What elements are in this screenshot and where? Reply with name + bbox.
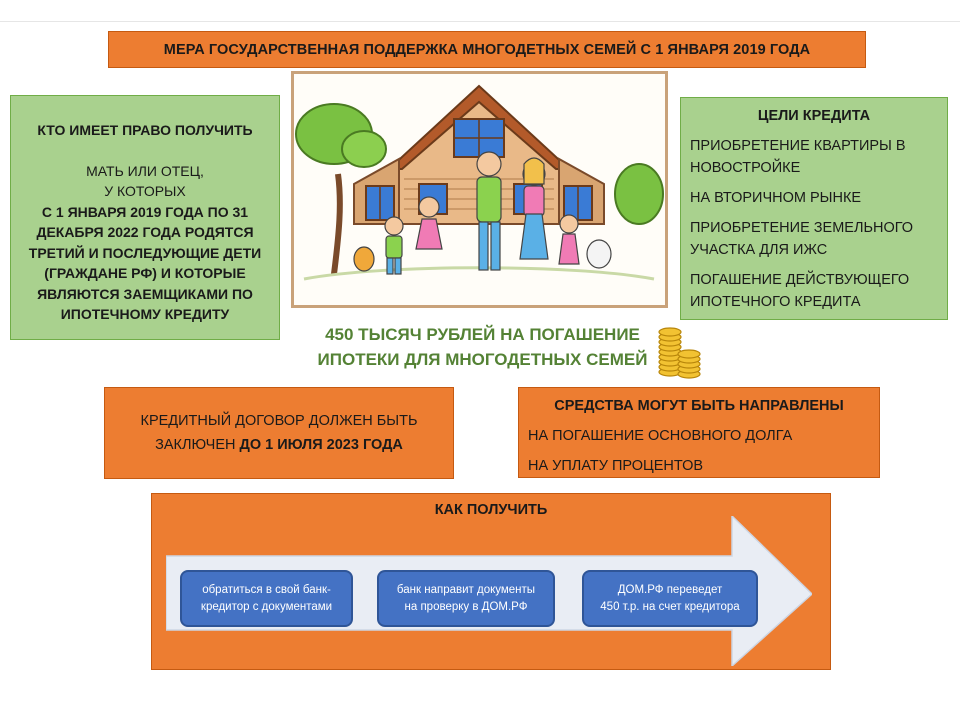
funds-item: НА УПЛАТУ ПРОЦЕНТОВ [528, 458, 704, 474]
credit-goal-item: ПРИОБРЕТЕНИЕ КВАРТИРЫ В НОВОСТРОЙКЕ [690, 138, 906, 176]
funds-heading: СРЕДСТВА МОГУТ БЫТЬ НАПРАВЛЕНЫ [554, 398, 844, 414]
funds-item: НА ПОГАШЕНИЕ ОСНОВНОГО ДОЛГА [528, 428, 793, 444]
funds-direction-panel [518, 387, 880, 478]
eligibility-panel [10, 95, 280, 340]
step-3-line-2: 450 т.р. на счет кредитора [600, 600, 740, 613]
contract-text: КРЕДИТНЫЙ ДОГОВОР ДОЛЖЕН БЫТЬ ЗАКЛЮЧЕН [140, 413, 418, 453]
contract-deadline-text [125, 409, 433, 457]
page-title [108, 31, 866, 68]
contract-deadline-date: ДО 1 ИЮЛЯ 2023 ГОДА [239, 437, 403, 453]
step-3-box [582, 570, 758, 627]
page-title-text: МЕРА ГОСУДАРСТВЕННАЯ ПОДДЕРЖКА МНОГОДЕТНЫХ СЕМЕЙ С 1 ЯНВАРЯ 2019 ГОДА [163, 41, 811, 58]
step-2-line-1: банк направит документы [396, 583, 536, 596]
subsidy-amount-text [290, 322, 675, 372]
credit-goal-item: ПРИОБРЕТЕНИЕ ЗЕМЕЛЬНОГО УЧАСТКА ДЛЯ ИЖС [690, 220, 914, 258]
family-house-illustration [291, 71, 668, 308]
eligibility-conditions: С 1 ЯНВАРЯ 2019 ГОДА ПО 31 ДЕКАБРЯ 2022 ГОДА РОДЯТСЯ ТРЕТИЙ И ПОСЛЕДУЮЩИЕ ДЕТИ (ГРАЖДАНЕ РФ) И КОТОРЫЕ ЯВЛЯЮТСЯ ЗАЕМЩИКАМИ ПО ИПОТЕЧНОМУ КРЕДИТУ [28, 203, 262, 322]
eligibility-intro [11, 161, 279, 325]
step-2-text [397, 582, 535, 616]
step-2-line-2: на проверку в ДОМ.РФ [404, 600, 528, 613]
credit-goal-item: НА ВТОРИЧНОМ РЫНКЕ [690, 190, 862, 206]
step-1-box [180, 570, 353, 627]
credit-goal-item: ПОГАШЕНИЕ ДЕЙСТВУЮЩЕГО ИПОТЕЧНОГО КРЕДИТА [690, 272, 910, 310]
contract-deadline-panel [104, 387, 454, 479]
eligibility-heading: КТО ИМЕЕТ ПРАВО ПОЛУЧИТЬ [37, 122, 253, 138]
subsidy-line-1: 450 ТЫСЯЧ РУБЛЕЙ НА ПОГАШЕНИЕ [325, 325, 640, 344]
credit-goals-panel [680, 97, 948, 320]
eligibility-line-1: МАТЬ ИЛИ ОТЕЦ, [86, 162, 204, 179]
how-to-get-heading: КАК ПОЛУЧИТЬ [434, 502, 548, 518]
step-1-line-1: обратиться в свой банк- [202, 583, 331, 596]
top-divider [0, 21, 960, 22]
subsidy-line-2: ИПОТЕКИ ДЛЯ МНОГОДЕТНЫХ СЕМЕЙ [317, 350, 648, 369]
eligibility-line-2: У КОТОРЫХ [104, 183, 186, 199]
coins-icon [656, 322, 704, 380]
step-1-line-2: кредитор с документами [200, 600, 333, 613]
step-3-line-1: ДОМ.РФ переведет [617, 583, 723, 596]
family-house-image [294, 74, 665, 305]
step-2-box [377, 570, 555, 627]
step-1-text [201, 582, 332, 616]
credit-goals-heading: ЦЕЛИ КРЕДИТА [757, 108, 871, 124]
step-3-text [600, 582, 739, 616]
